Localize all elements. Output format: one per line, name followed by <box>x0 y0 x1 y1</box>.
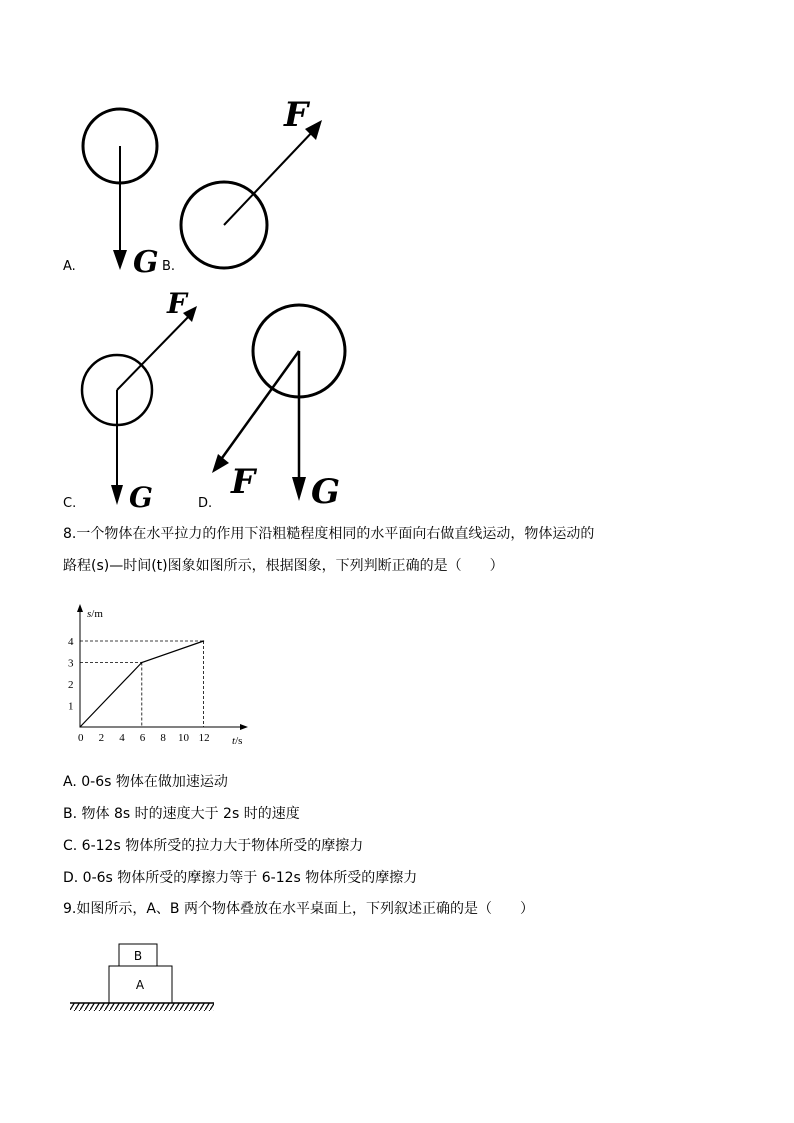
block-b-label: B <box>133 949 143 963</box>
data-point <box>141 662 142 663</box>
q9-stem: 9.如图所示，A、B 两个物体叠放在水平桌面上，下列叙述正确的是（ ） <box>63 901 534 917</box>
force-f-arrow <box>117 313 192 390</box>
x-tick-label: 4 <box>119 732 125 744</box>
force-diagram-d <box>205 295 365 515</box>
x-axis-arrowhead <box>240 724 248 730</box>
y-tick-label: 1 <box>68 700 74 713</box>
block-a-label: A <box>135 978 145 992</box>
y-tick-label: 3 <box>68 657 74 670</box>
force-f-arrowhead <box>212 454 229 473</box>
gravity-arrowhead <box>292 477 306 501</box>
force-label-f: F <box>231 462 256 502</box>
force-f-arrow <box>224 128 316 225</box>
data-point <box>79 726 80 727</box>
x-tick-label: 2 <box>98 732 105 744</box>
force-diagram-a <box>75 100 175 280</box>
force-label-f: F <box>167 287 187 320</box>
x-axis-label: t/s <box>232 735 243 747</box>
q8-choice-c[interactable]: C. 6-12s 物体所受的拉力大于物体所受的摩擦力 <box>63 838 364 854</box>
s-t-graph <box>60 595 260 750</box>
option-d-label: D. <box>198 496 213 511</box>
gravity-arrowhead <box>111 485 123 505</box>
x-tick-label: 0 <box>78 732 84 744</box>
y-axis-arrowhead <box>77 604 83 612</box>
option-c-label: C. <box>63 496 77 511</box>
stacked-blocks-diagram <box>65 938 220 1018</box>
q8-stem-line1: 8.一个物体在水平拉力的作用下沿粗糙程度相同的水平面向右做直线运动，物体运动的 <box>63 526 595 542</box>
force-diagram-b <box>170 90 340 280</box>
x-tick-label: 10 <box>178 732 189 744</box>
option-a-label: A. <box>63 259 76 274</box>
force-f-arrow <box>217 351 299 465</box>
table-hatching <box>70 1003 214 1011</box>
q8-stem-line2: 路程(s)—时间(t)图象如图所示，根据图象，下列判断正确的是（ ） <box>63 558 504 574</box>
y-tick-label: 2 <box>68 679 74 691</box>
q8-choice-a[interactable]: A. 0-6s 物体在做加速运动 <box>63 774 228 790</box>
option-b-label: B. <box>162 259 176 274</box>
y-tick-label: 4 <box>68 636 74 648</box>
force-label-g: G <box>311 472 341 512</box>
y-axis-label: s/m <box>87 608 103 620</box>
force-label-f: F <box>284 95 309 135</box>
q8-choice-b[interactable]: B. 物体 8s 时的速度大于 2s 时的速度 <box>63 806 300 822</box>
force-diagram-c <box>75 285 215 515</box>
x-tick-label: 6 <box>139 732 146 744</box>
gravity-arrowhead <box>113 250 127 270</box>
force-label-g: G <box>133 245 159 280</box>
q8-choice-d[interactable]: D. 0-6s 物体所受的摩擦力等于 6-12s 物体所受的摩擦力 <box>63 870 418 886</box>
x-tick-label: 8 <box>160 732 166 744</box>
data-point <box>203 640 204 641</box>
x-tick-label: 12 <box>198 732 210 744</box>
force-label-g: G <box>129 481 153 514</box>
